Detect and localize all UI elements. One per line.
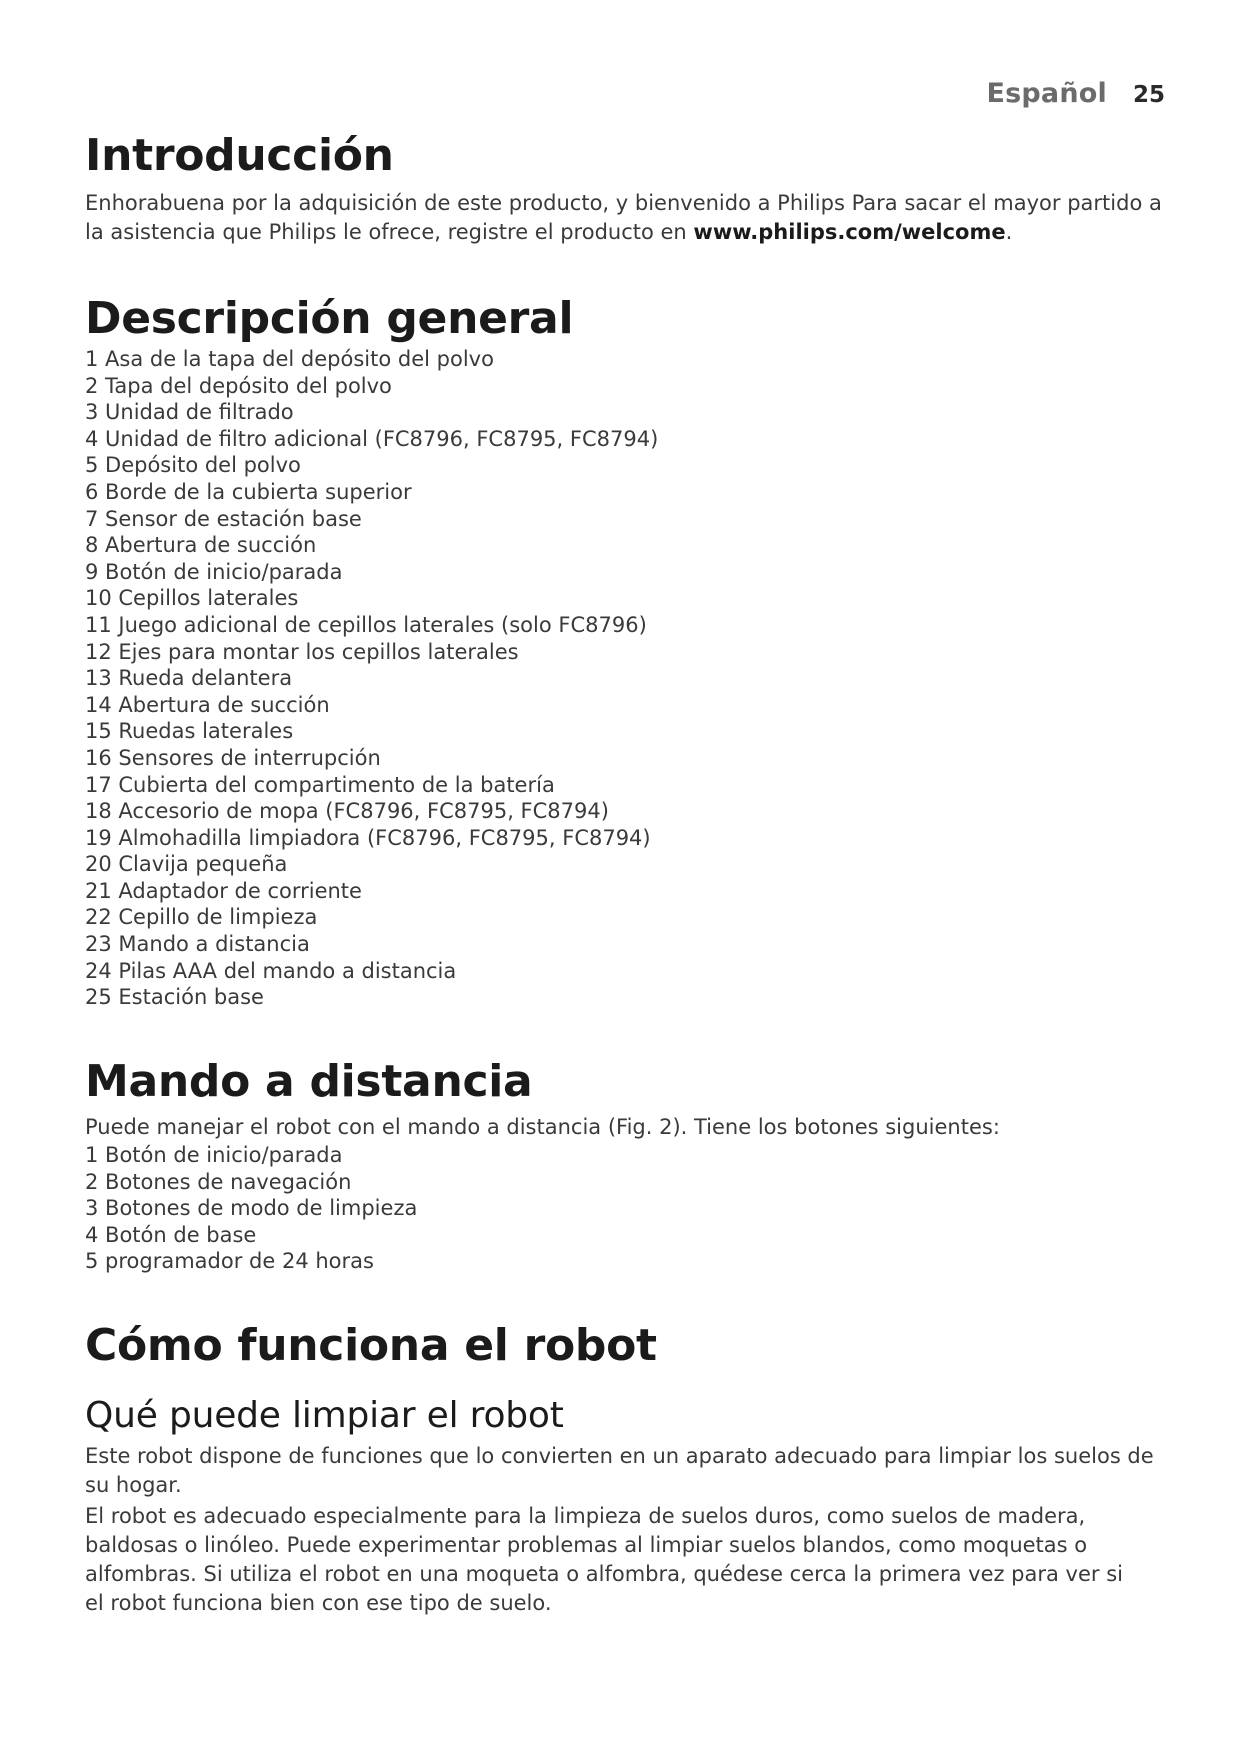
overview-section <box>85 293 1165 1011</box>
list-item: 25 Estación base <box>85 985 264 1010</box>
list-item: 5 programador de 24 horas <box>85 1249 374 1274</box>
overview-title: Descripción general <box>85 293 574 344</box>
language-label: Español <box>986 78 1107 109</box>
list-item: 13 Rueda delantera <box>85 666 293 691</box>
list-item: 23 Mando a distancia <box>85 932 310 957</box>
list-item: 14 Abertura de succión <box>85 692 330 717</box>
running-header <box>986 78 1165 109</box>
list-item: 20 Clavija pequeña <box>85 852 288 877</box>
list-item: 5 Depósito del polvo <box>85 453 301 478</box>
list-item: 12 Ejes para montar los cepillos laterales <box>85 639 519 664</box>
what-it-cleans-subtitle: Qué puede limpiar el robot <box>85 1395 564 1436</box>
list-item: 2 Tapa del depósito del polvo <box>85 373 392 398</box>
list-item: 3 Unidad de filtrado <box>85 400 294 425</box>
list-item: 7 Sensor de estación base <box>85 506 362 531</box>
list-item: 4 Unidad de filtro adicional (FC8796, FC8795, FC8794) <box>85 426 659 451</box>
list-item: 3 Botones de modo de limpieza <box>85 1196 418 1221</box>
remote-buttons-list <box>85 1142 1165 1275</box>
list-item: 16 Sensores de interrupción <box>85 745 381 770</box>
list-item: 19 Almohadilla limpiadora (FC8796, FC8795, FC8794) <box>85 825 651 850</box>
philips-welcome-link[interactable]: www.philips.com/welcome <box>693 220 1006 244</box>
how-it-works-paragraph-2: El robot es adecuado especialmente para la limpieza de suelos duros, como suelos de madera, baldosas o linóleo. Puede experimentar problemas al limpiar suelos blandos, como moquetas o alfombras. Si utiliza el robot en una moqueta o alfombra, quédese cerca la primera vez para ver si el robot funciona bien con ese tipo de suelo. <box>85 1504 1123 1615</box>
list-item: 9 Botón de inicio/parada <box>85 559 343 584</box>
intro-title: Introducción <box>85 130 394 181</box>
overview-list <box>85 346 1165 1011</box>
intro-text-end: . <box>1005 220 1013 244</box>
list-item: 15 Ruedas laterales <box>85 719 294 744</box>
list-item: 8 Abertura de succión <box>85 533 317 558</box>
list-item: 1 Botón de inicio/parada <box>85 1143 343 1167</box>
list-item: 2 Botones de navegación <box>85 1169 352 1194</box>
remote-title: Mando a distancia <box>85 1056 533 1107</box>
intro-section <box>85 130 1165 247</box>
intro-text-start: Enhorabuena por la adquisición de este producto, y bienvenido a Philips Para sacar el mayor partido a la asistencia que Philips le ofrece, registre el producto en <box>85 191 1162 244</box>
how-it-works-paragraph-1: Este robot dispone de funciones que lo convierten en un aparato adecuado para limpiar los suelos de su hogar. <box>85 1444 1154 1497</box>
list-item: 1 Asa de la tapa del depósito del polvo <box>85 347 494 371</box>
list-item: 21 Adaptador de corriente <box>85 878 362 903</box>
remote-section <box>85 1056 1165 1275</box>
list-item: 22 Cepillo de limpieza <box>85 905 318 930</box>
page-number: 25 <box>1132 82 1165 108</box>
list-item: 17 Cubierta del compartimento de la batería <box>85 772 555 797</box>
list-item: 11 Juego adicional de cepillos laterales (solo FC8796) <box>85 612 647 637</box>
how-it-works-title: Cómo funciona el robot <box>85 1320 657 1371</box>
remote-intro: Puede manejar el robot con el mando a distancia (Fig. 2). Tiene los botones siguientes: <box>85 1115 1000 1139</box>
list-item: 18 Accesorio de mopa (FC8796, FC8795, FC8794) <box>85 799 609 824</box>
list-item: 4 Botón de base <box>85 1222 257 1247</box>
list-item: 10 Cepillos laterales <box>85 586 299 611</box>
list-item: 24 Pilas AAA del mando a distancia <box>85 958 457 983</box>
list-item: 6 Borde de la cubierta superior <box>85 479 412 504</box>
intro-text <box>85 189 1165 247</box>
how-it-works-section <box>85 1320 1165 1618</box>
